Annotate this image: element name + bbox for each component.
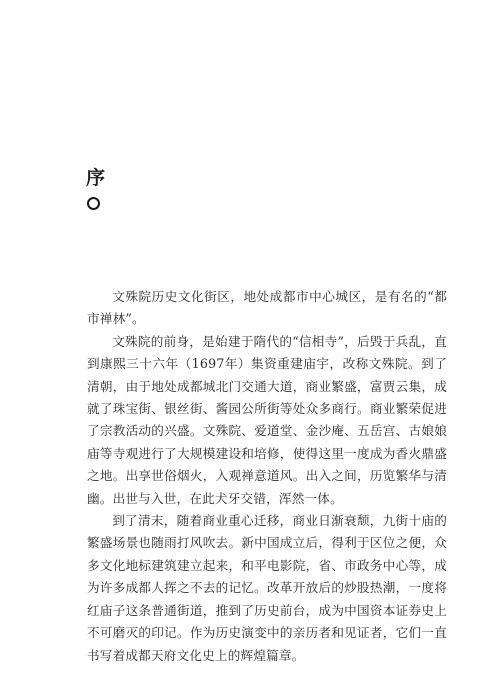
circle-ornament-icon — [87, 197, 100, 210]
paragraph-2: 文殊院的前身，是始建于隋代的“信相寺”，后毁于兵乱，直到康熙三十六年（1697年）集资重建庙宇，改称文殊院。到了清朝，由于地处成都城北门交通大道，商业繁盛，富贾云集，成就了珠宝街、银丝街、酱园公所街等处众多商行。商业繁荣促进了宗教活动的兴盛。文殊院、爱道堂、金沙庵、五岳宫、古娘娘庙等寺观进行了大规模建设和培修，使得这里一度成为香火鼎盛之地。出享世俗烟火，入观禅意道风。出入之间，历览繁华与清幽。出世与入世，在此犬牙交错，浑然一体。 — [87, 333, 447, 506]
preface-heading: 序 — [86, 167, 107, 189]
paragraph-3: 到了清末，随着商业重心迁移，商业日渐衰颓，九街十庙的繁盛场景也随雨打风吹去。新中国成立后，得利于区位之便，众多文化地标建筑建立起来，和平电影院，省、市政务中心等，成为许多成都人挥之不去的记忆。改革开放后的炒股热潮，一度将红庙子这条普通街道，推到了历史前台，成为中国资本证券史上不可磨灭的印记。作为历史演变中的亲历者和见证者，它们一直书写着成都天府文化史上的辉煌篇章。 — [87, 513, 447, 663]
paragraph-1: 文殊院历史文化街区，地处成都市中心城区，是有名的“都市禅林”。 — [87, 289, 447, 327]
preface-body — [87, 286, 447, 667]
